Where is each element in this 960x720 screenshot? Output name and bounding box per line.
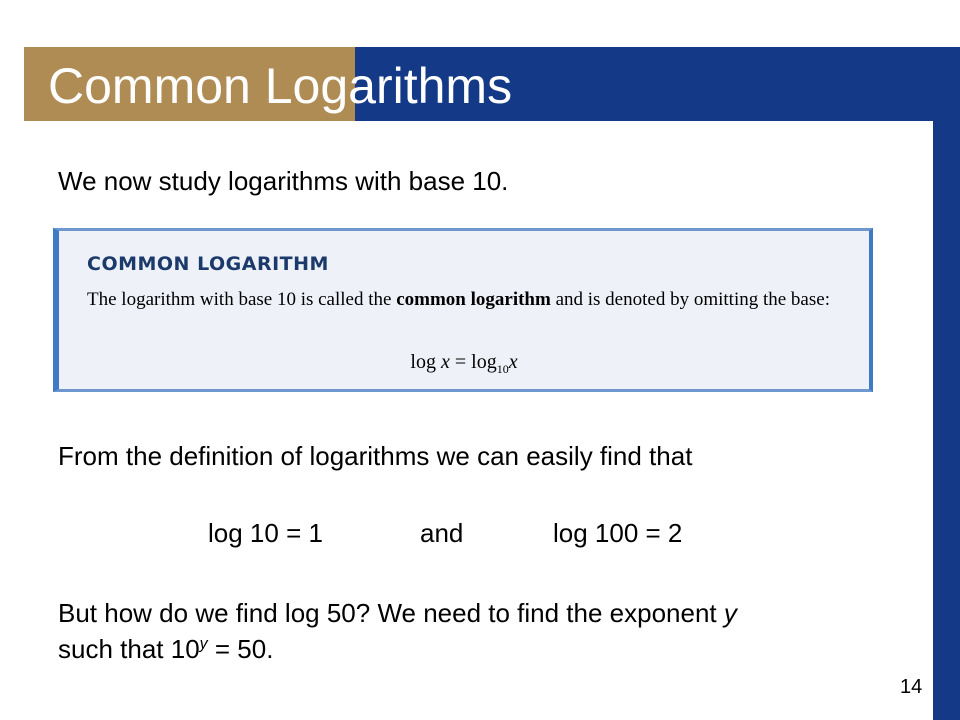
- equation-log-100: log 100 = 2: [553, 518, 683, 548]
- slide-title: Common Logarithms: [48, 58, 513, 114]
- question-exponent-var: y: [199, 635, 208, 653]
- definition-text: [87, 287, 847, 313]
- definition-box: [53, 228, 873, 392]
- question-part1: But how do we find log 50? We need to find the exponent: [58, 598, 724, 628]
- formula-rhs-fn: log: [471, 351, 497, 373]
- formula-lhs-var: x: [440, 351, 450, 373]
- definition-text-before: The logarithm with base 10 is called the: [87, 289, 397, 310]
- question-var-y: y: [723, 598, 737, 628]
- question-part3: = 50.: [207, 634, 274, 664]
- formula-lhs-fn: log: [410, 351, 436, 373]
- definition-heading: COMMON LOGARITHM: [87, 253, 329, 275]
- formula-rhs-base: 10: [496, 362, 509, 376]
- definition-text-after: and is denoted by omitting the base:: [550, 289, 830, 310]
- question-paragraph: [58, 595, 928, 667]
- formula-equals: =: [454, 351, 467, 373]
- page-number: 14: [900, 676, 923, 698]
- definition-formula: [59, 351, 869, 377]
- definition-followup-text: From the definition of logarithms we can easily find that: [58, 441, 693, 471]
- side-accent-bar: [933, 121, 960, 720]
- intro-text: We now study logarithms with base 10.: [58, 166, 509, 196]
- equation-log-10: log 10 = 1: [208, 518, 323, 548]
- definition-term: common logarithm: [396, 289, 551, 310]
- equation-connector: and: [420, 518, 464, 548]
- question-exponent: [200, 635, 208, 652]
- question-part2: such that 10: [58, 634, 200, 664]
- formula-rhs-var: x: [508, 351, 518, 373]
